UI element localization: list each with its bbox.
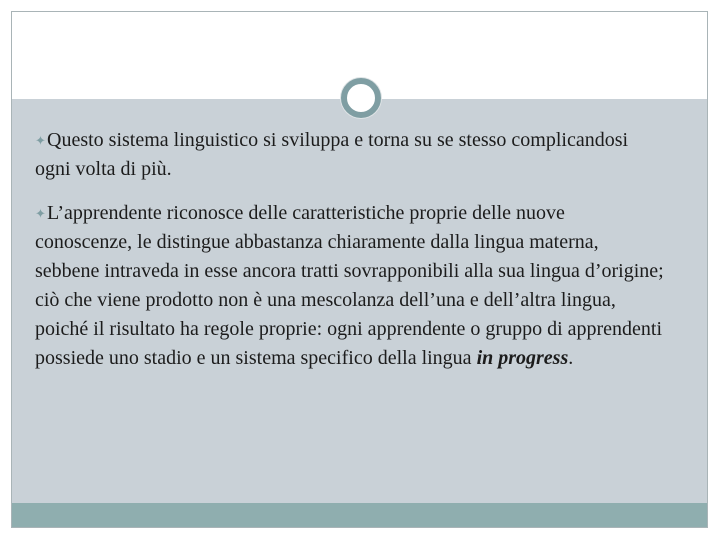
bullet-text-after: . — [568, 347, 574, 369]
emphasized-term: in progress — [476, 347, 569, 369]
bullet-icon: ✦ — [35, 206, 46, 221]
circle-ornament — [341, 78, 381, 118]
slide-body-text — [35, 126, 665, 388]
bullet-paragraph-1 — [35, 126, 665, 184]
bullet-paragraph-2 — [35, 199, 665, 373]
bullet-text-before: L’apprendente riconosce delle caratteristiche proprie delle nuove conoscenze, le distingue abbastanza chiaramente dalla lingua materna, sebbene intraveda in esse ancora tratti sovrapponibili alla sua lingua d’origine; ciò che viene prodotto non è una mescolanza dell’una e dell’altra lingua, poiché il risultato ha regole proprie: ogni apprendente o gruppo di apprendenti possiede uno stadio e un sistema specifico della lingua — [35, 202, 664, 369]
footer-band — [12, 503, 707, 527]
bullet-text: Questo sistema linguistico si sviluppa e torna su se stesso complicandosi ogni volta di più. — [35, 129, 629, 180]
bullet-icon: ✦ — [35, 133, 46, 148]
